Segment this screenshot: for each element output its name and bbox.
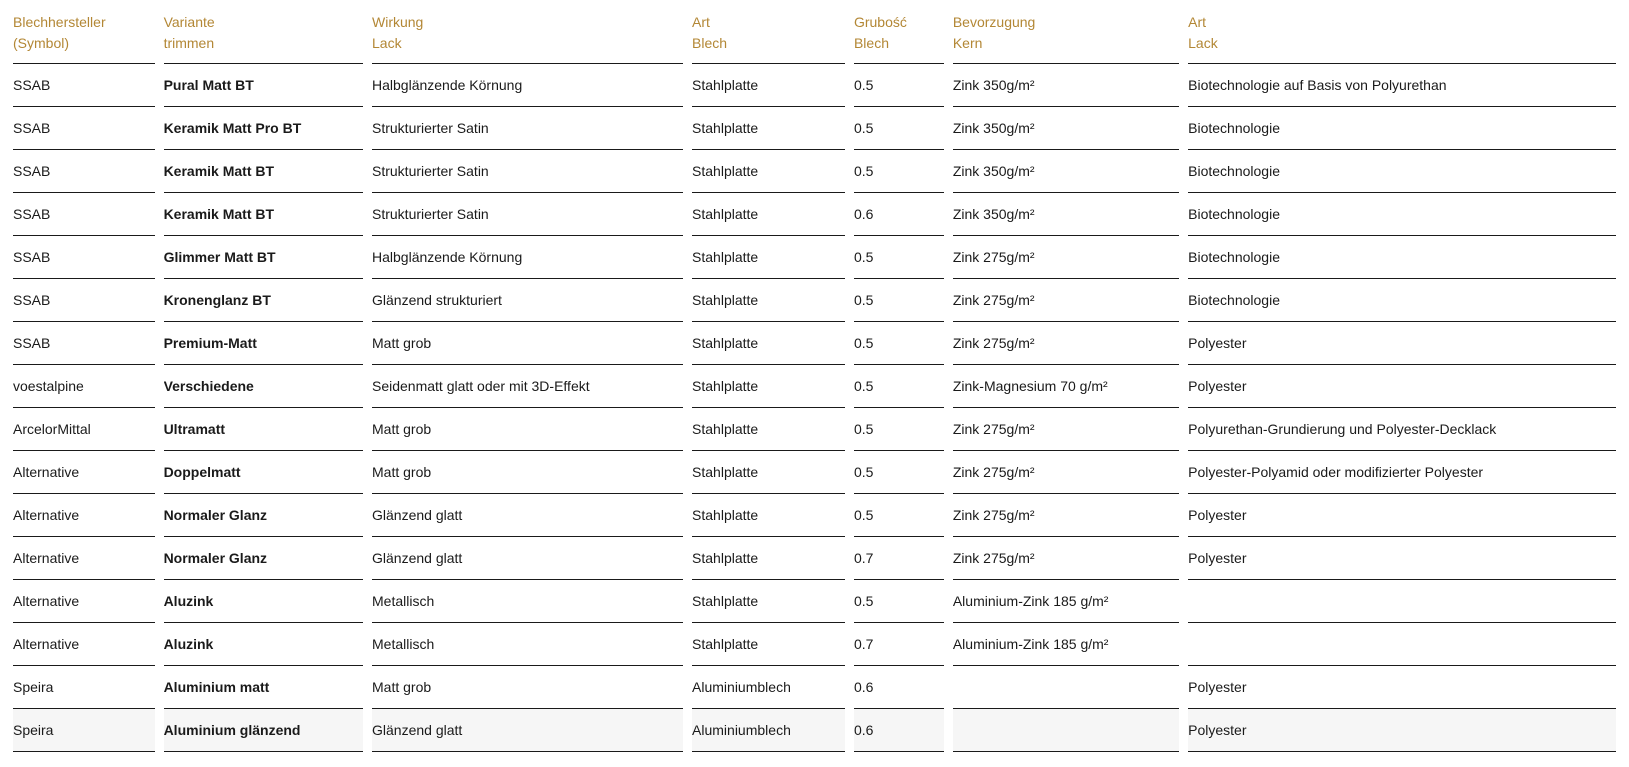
- cell-sheet-type: Stahlplatte: [692, 64, 845, 107]
- cell-core: Aluminium-Zink 185 g/m²: [953, 623, 1179, 666]
- header-sheet-type: [692, 0, 845, 64]
- header-label-line2: Blech: [853, 35, 889, 51]
- cell-manufacturer: Speira: [13, 709, 155, 752]
- cell-effect: Matt grob: [372, 451, 683, 494]
- table-row[interactable]: [13, 408, 1616, 451]
- cell-effect: Metallisch: [372, 580, 683, 623]
- cell-manufacturer: SSAB: [13, 193, 155, 236]
- header-variant: [164, 0, 363, 64]
- header-core: [953, 0, 1179, 64]
- cell-core: Zink 275g/m²: [953, 408, 1179, 451]
- cell-coating-type: Polyurethan-Grundierung und Polyester-Decklack: [1188, 408, 1616, 451]
- cell-thickness: 0.5: [854, 494, 944, 537]
- cell-coating-type: Biotechnologie: [1188, 107, 1616, 150]
- cell-coating-type: Polyester: [1188, 494, 1616, 537]
- table-row[interactable]: [13, 193, 1616, 236]
- table-row[interactable]: [13, 107, 1616, 150]
- cell-effect: Metallisch: [372, 623, 683, 666]
- header-label-line1: Art: [692, 14, 710, 30]
- cell-core: Zink 275g/m²: [953, 279, 1179, 322]
- header-thickness: [854, 0, 944, 64]
- cell-variant: Doppelmatt: [164, 451, 363, 494]
- cell-effect: Glänzend glatt: [372, 709, 683, 752]
- cell-thickness: 0.5: [854, 279, 944, 322]
- cell-thickness: 0.5: [854, 236, 944, 279]
- cell-coating-type: Polyester-Polyamid oder modifizierter Polyester: [1188, 451, 1616, 494]
- cell-core: Zink-Magnesium 70 g/m²: [953, 365, 1179, 408]
- cell-thickness: 0.5: [854, 451, 944, 494]
- cell-thickness: 0.7: [854, 623, 944, 666]
- table-row[interactable]: [13, 494, 1616, 537]
- cell-manufacturer: Speira: [13, 666, 155, 709]
- cell-thickness: 0.5: [854, 150, 944, 193]
- cell-sheet-type: Stahlplatte: [692, 150, 845, 193]
- cell-manufacturer: SSAB: [13, 236, 155, 279]
- header-label-line1: Grubość: [853, 14, 907, 30]
- cell-variant: Pural Matt BT: [164, 64, 363, 107]
- cell-core: Zink 350g/m²: [953, 107, 1179, 150]
- cell-core: Zink 350g/m²: [953, 193, 1179, 236]
- cell-thickness: 0.5: [854, 64, 944, 107]
- cell-sheet-type: Stahlplatte: [692, 107, 845, 150]
- cell-effect: Glänzend glatt: [372, 494, 683, 537]
- cell-core: Zink 275g/m²: [953, 537, 1179, 580]
- header-label-line2: Lack: [372, 35, 402, 51]
- cell-thickness: 0.5: [854, 322, 944, 365]
- cell-effect: Halbglänzende Körnung: [372, 64, 683, 107]
- cell-effect: Glänzend strukturiert: [372, 279, 683, 322]
- sheet-metal-table: [4, 0, 1625, 752]
- cell-sheet-type: Stahlplatte: [692, 365, 845, 408]
- cell-coating-type: Biotechnologie auf Basis von Polyurethan: [1188, 64, 1616, 107]
- cell-effect: Seidenmatt glatt oder mit 3D-Effekt: [372, 365, 683, 408]
- cell-manufacturer: voestalpine: [13, 365, 155, 408]
- cell-coating-type: [1188, 580, 1616, 623]
- cell-core: Zink 275g/m²: [953, 494, 1179, 537]
- cell-variant: Ultramatt: [164, 408, 363, 451]
- cell-coating-type: Polyester: [1188, 666, 1616, 709]
- cell-core: [953, 709, 1179, 752]
- cell-sheet-type: Stahlplatte: [692, 322, 845, 365]
- cell-manufacturer: Alternative: [13, 623, 155, 666]
- cell-effect: Matt grob: [372, 666, 683, 709]
- header-label-line1: Art: [1188, 14, 1207, 30]
- table-row[interactable]: [13, 537, 1616, 580]
- table-row[interactable]: [13, 279, 1616, 322]
- cell-variant: Normaler Glanz: [164, 537, 363, 580]
- header-label-line1: Blechhersteller: [13, 14, 106, 30]
- cell-coating-type: Polyester: [1188, 537, 1616, 580]
- cell-variant: Normaler Glanz: [164, 494, 363, 537]
- cell-variant: Keramik Matt BT: [164, 150, 363, 193]
- cell-variant: Keramik Matt Pro BT: [164, 107, 363, 150]
- table-row[interactable]: [13, 64, 1616, 107]
- cell-thickness: 0.6: [854, 666, 944, 709]
- header-label-line1: Variante: [163, 14, 215, 30]
- cell-thickness: 0.5: [854, 408, 944, 451]
- cell-variant: Verschiedene: [164, 365, 363, 408]
- cell-effect: Halbglänzende Körnung: [372, 236, 683, 279]
- cell-thickness: 0.5: [854, 365, 944, 408]
- cell-core: Zink 350g/m²: [953, 64, 1179, 107]
- cell-sheet-type: Stahlplatte: [692, 236, 845, 279]
- cell-sheet-type: Stahlplatte: [692, 494, 845, 537]
- header-coating-type: [1188, 0, 1616, 64]
- cell-effect: Matt grob: [372, 322, 683, 365]
- table-row[interactable]: [13, 623, 1616, 666]
- cell-variant: Premium-Matt: [164, 322, 363, 365]
- cell-effect: Glänzend glatt: [372, 537, 683, 580]
- table-row[interactable]: [13, 150, 1616, 193]
- header-manufacturer: [13, 0, 155, 64]
- cell-variant: Aluminium matt: [164, 666, 363, 709]
- cell-core: Zink 275g/m²: [953, 451, 1179, 494]
- header-label-line2: Kern: [952, 35, 983, 51]
- cell-core: [953, 666, 1179, 709]
- cell-coating-type: Biotechnologie: [1188, 279, 1616, 322]
- header-label-line1: Wirkung: [372, 14, 424, 30]
- cell-sheet-type: Stahlplatte: [692, 193, 845, 236]
- cell-effect: Matt grob: [372, 408, 683, 451]
- cell-core: Zink 350g/m²: [953, 150, 1179, 193]
- cell-manufacturer: SSAB: [13, 64, 155, 107]
- cell-variant: Aluzink: [164, 580, 363, 623]
- cell-sheet-type: Stahlplatte: [692, 451, 845, 494]
- cell-manufacturer: Alternative: [13, 494, 155, 537]
- table-row[interactable]: [13, 322, 1616, 365]
- cell-thickness: 0.7: [854, 537, 944, 580]
- cell-variant: Glimmer Matt BT: [164, 236, 363, 279]
- cell-thickness: 0.6: [854, 193, 944, 236]
- cell-variant: Keramik Matt BT: [164, 193, 363, 236]
- table-body: [13, 64, 1616, 752]
- cell-sheet-type: Aluminiumblech: [692, 666, 845, 709]
- header-label-line2: Lack: [1188, 35, 1218, 51]
- cell-coating-type: Polyester: [1188, 322, 1616, 365]
- table-row[interactable]: [13, 365, 1616, 408]
- table-row[interactable]: [13, 236, 1616, 279]
- cell-manufacturer: ArcelorMittal: [13, 408, 155, 451]
- table-row[interactable]: [13, 451, 1616, 494]
- table-row[interactable]: [13, 709, 1616, 752]
- cell-thickness: 0.5: [854, 580, 944, 623]
- header-label-line2: Blech: [692, 35, 728, 51]
- table-row[interactable]: [13, 666, 1616, 709]
- cell-core: Aluminium-Zink 185 g/m²: [953, 580, 1179, 623]
- cell-coating-type: Biotechnologie: [1188, 236, 1616, 279]
- cell-manufacturer: SSAB: [13, 322, 155, 365]
- cell-manufacturer: SSAB: [13, 107, 155, 150]
- cell-core: Zink 275g/m²: [953, 322, 1179, 365]
- cell-manufacturer: Alternative: [13, 580, 155, 623]
- cell-core: Zink 275g/m²: [953, 236, 1179, 279]
- cell-manufacturer: SSAB: [13, 150, 155, 193]
- cell-manufacturer: Alternative: [13, 451, 155, 494]
- cell-sheet-type: Stahlplatte: [692, 580, 845, 623]
- table-header: [13, 0, 1616, 64]
- cell-effect: Strukturierter Satin: [372, 150, 683, 193]
- cell-effect: Strukturierter Satin: [372, 193, 683, 236]
- cell-sheet-type: Stahlplatte: [692, 623, 845, 666]
- cell-sheet-type: Stahlplatte: [692, 408, 845, 451]
- cell-sheet-type: Stahlplatte: [692, 279, 845, 322]
- cell-coating-type: Biotechnologie: [1188, 193, 1616, 236]
- cell-sheet-type: Aluminiumblech: [692, 709, 845, 752]
- cell-thickness: 0.6: [854, 709, 944, 752]
- cell-coating-type: [1188, 623, 1616, 666]
- cell-manufacturer: SSAB: [13, 279, 155, 322]
- cell-sheet-type: Stahlplatte: [692, 537, 845, 580]
- cell-variant: Aluzink: [164, 623, 363, 666]
- cell-variant: Kronenglanz BT: [164, 279, 363, 322]
- cell-thickness: 0.5: [854, 107, 944, 150]
- cell-coating-type: Polyester: [1188, 709, 1616, 752]
- cell-coating-type: Biotechnologie: [1188, 150, 1616, 193]
- cell-coating-type: Polyester: [1188, 365, 1616, 408]
- header-label-line1: Bevorzugung: [952, 14, 1036, 30]
- cell-effect: Strukturierter Satin: [372, 107, 683, 150]
- table-row[interactable]: [13, 580, 1616, 623]
- cell-variant: Aluminium glänzend: [164, 709, 363, 752]
- cell-manufacturer: Alternative: [13, 537, 155, 580]
- header-effect: [372, 0, 683, 64]
- header-label-line2: trimmen: [163, 35, 215, 51]
- header-label-line2: (Symbol): [13, 35, 70, 51]
- header-row: [13, 0, 1616, 64]
